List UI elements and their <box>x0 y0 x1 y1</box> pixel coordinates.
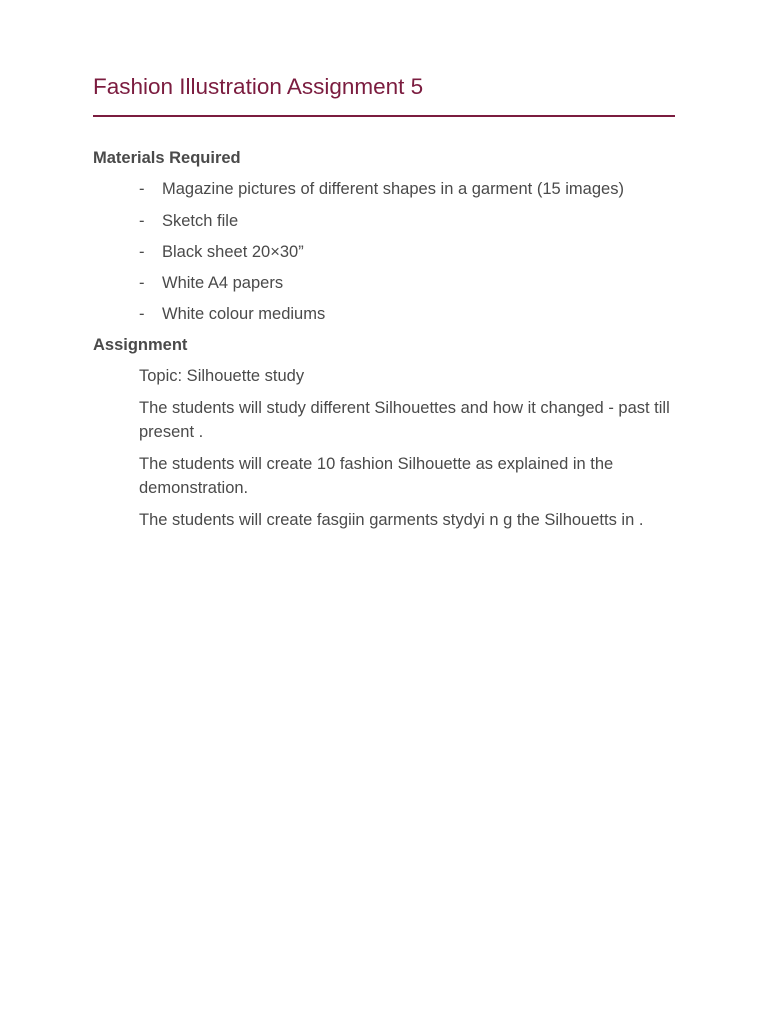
list-item <box>93 240 675 264</box>
materials-heading: Materials Required <box>93 149 241 167</box>
list-item-text: White colour mediums <box>162 305 326 324</box>
assignment-paragraph: The students will study different Silhouettes and how it changed - past till present . <box>139 398 670 442</box>
document-title: Fashion Illustration Assignment 5 <box>93 74 424 99</box>
bullet-dash: - <box>139 211 145 230</box>
list-item <box>93 177 675 201</box>
title-divider <box>93 115 675 117</box>
list-item <box>93 271 675 295</box>
assignment-heading: Assignment <box>93 336 188 355</box>
materials-list <box>93 177 675 326</box>
list-item-text: Sketch file <box>162 211 239 230</box>
topic-paragraph: Topic: Silhouette study <box>139 367 305 386</box>
assignment-paragraph: The students will create 10 fashion Silhouette as explained in the demonstration. <box>139 454 614 498</box>
document-page <box>93 72 675 532</box>
bullet-dash: - <box>139 180 145 199</box>
list-item <box>93 209 675 233</box>
list-item <box>93 302 675 326</box>
assignment-paragraph: The students will create fasgiin garments stydyi n g the Silhouetts in . <box>139 510 644 529</box>
bullet-dash: - <box>139 242 145 261</box>
list-item-text: Magazine pictures of different shapes in a garment (15 images) <box>162 180 624 199</box>
assignment-body <box>93 364 675 532</box>
bullet-dash: - <box>139 274 145 293</box>
list-item-text: White A4 papers <box>162 274 284 293</box>
bullet-dash: - <box>139 305 145 324</box>
list-item-text: Black sheet 20×30” <box>162 242 304 261</box>
